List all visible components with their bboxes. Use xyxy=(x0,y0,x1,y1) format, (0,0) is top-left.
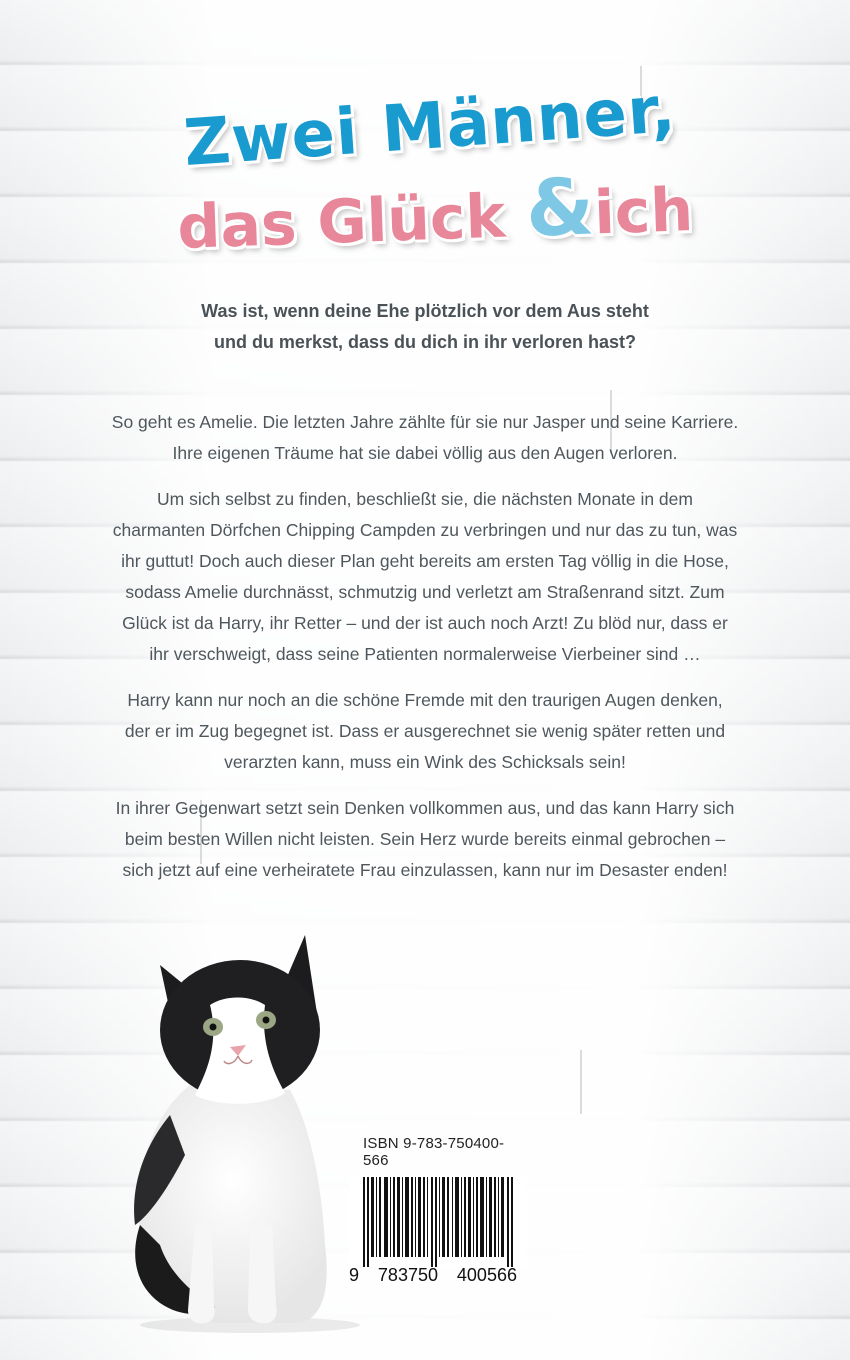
barcode-digit-group: 400566 xyxy=(456,1265,517,1285)
title-part-a: das Glück xyxy=(176,181,507,263)
barcode xyxy=(349,1175,527,1267)
tagline-line: Was ist, wenn deine Ehe plötzlich vor dem Aus steht xyxy=(201,301,649,321)
title-ampersand: & xyxy=(524,162,596,255)
blurb-line: So geht es Amelie. Die letzten Jahre zählte für sie nur Jasper und seine Karriere. xyxy=(111,412,739,432)
blurb-line: sodass Amelie durchnässt, schmutzig und verletzt am Straßenrand sitzt. Zum xyxy=(125,582,725,602)
blurb-line: beim besten Willen nicht leisten. Sein Herz wurde bereits einmal gebrochen – xyxy=(124,829,726,849)
blurb-line: sich jetzt auf eine verheiratete Frau einzulassen, kann nur im Desaster enden! xyxy=(122,860,728,880)
tagline xyxy=(100,296,750,358)
blurb-line: In ihrer Gegenwart setzt sein Denken vollkommen aus, und das kann Harry sich xyxy=(115,798,735,818)
blurb-line: charmanten Dörfchen Chipping Campden zu verbringen und nur das zu tun, was xyxy=(112,520,738,540)
blurb-line: verarzten kann, muss ein Wink des Schicksals sein! xyxy=(224,752,626,772)
barcode-digits xyxy=(349,1265,517,1286)
kitten-photo xyxy=(100,925,360,1335)
title-part-b: ich xyxy=(592,175,695,249)
blurb-line: Ihre eigenen Träume hat sie dabei völlig aus den Augen verloren. xyxy=(172,443,678,463)
blurb-line: der er im Zug begegnet ist. Dass er ausgerechnet sie wenig später retten und xyxy=(124,721,726,741)
title-line-1: Zwei Männer, xyxy=(181,72,679,182)
title-line-2 xyxy=(174,159,697,267)
tagline-line: und du merkst, dass du dich in ihr verloren hast? xyxy=(213,332,637,352)
plank-joint xyxy=(580,1050,582,1114)
blurb-line: Harry kann nur noch an die schöne Fremde mit den traurigen Augen denken, xyxy=(127,690,723,710)
blurb-line: Um sich selbst zu finden, beschließt sie, die nächsten Monate in dem xyxy=(157,489,693,509)
blurb-line: ihr verschweigt, dass seine Patienten normalerweise Vierbeiner sind … xyxy=(149,644,701,664)
blurb-line: Glück ist da Harry, ihr Retter – und der ist auch noch Arzt! Zu blöd nur, dass er xyxy=(122,613,728,633)
blurb xyxy=(90,392,760,901)
barcode-block xyxy=(349,1135,529,1286)
isbn-label: ISBN 9-783-750400-566 xyxy=(363,1135,505,1169)
barcode-digit-group: 9 xyxy=(349,1265,360,1285)
barcode-digit-group: 783750 xyxy=(377,1265,438,1285)
blurb-line: ihr guttut! Doch auch dieser Plan geht bereits am ersten Tag völlig in die Hose, xyxy=(121,551,729,571)
